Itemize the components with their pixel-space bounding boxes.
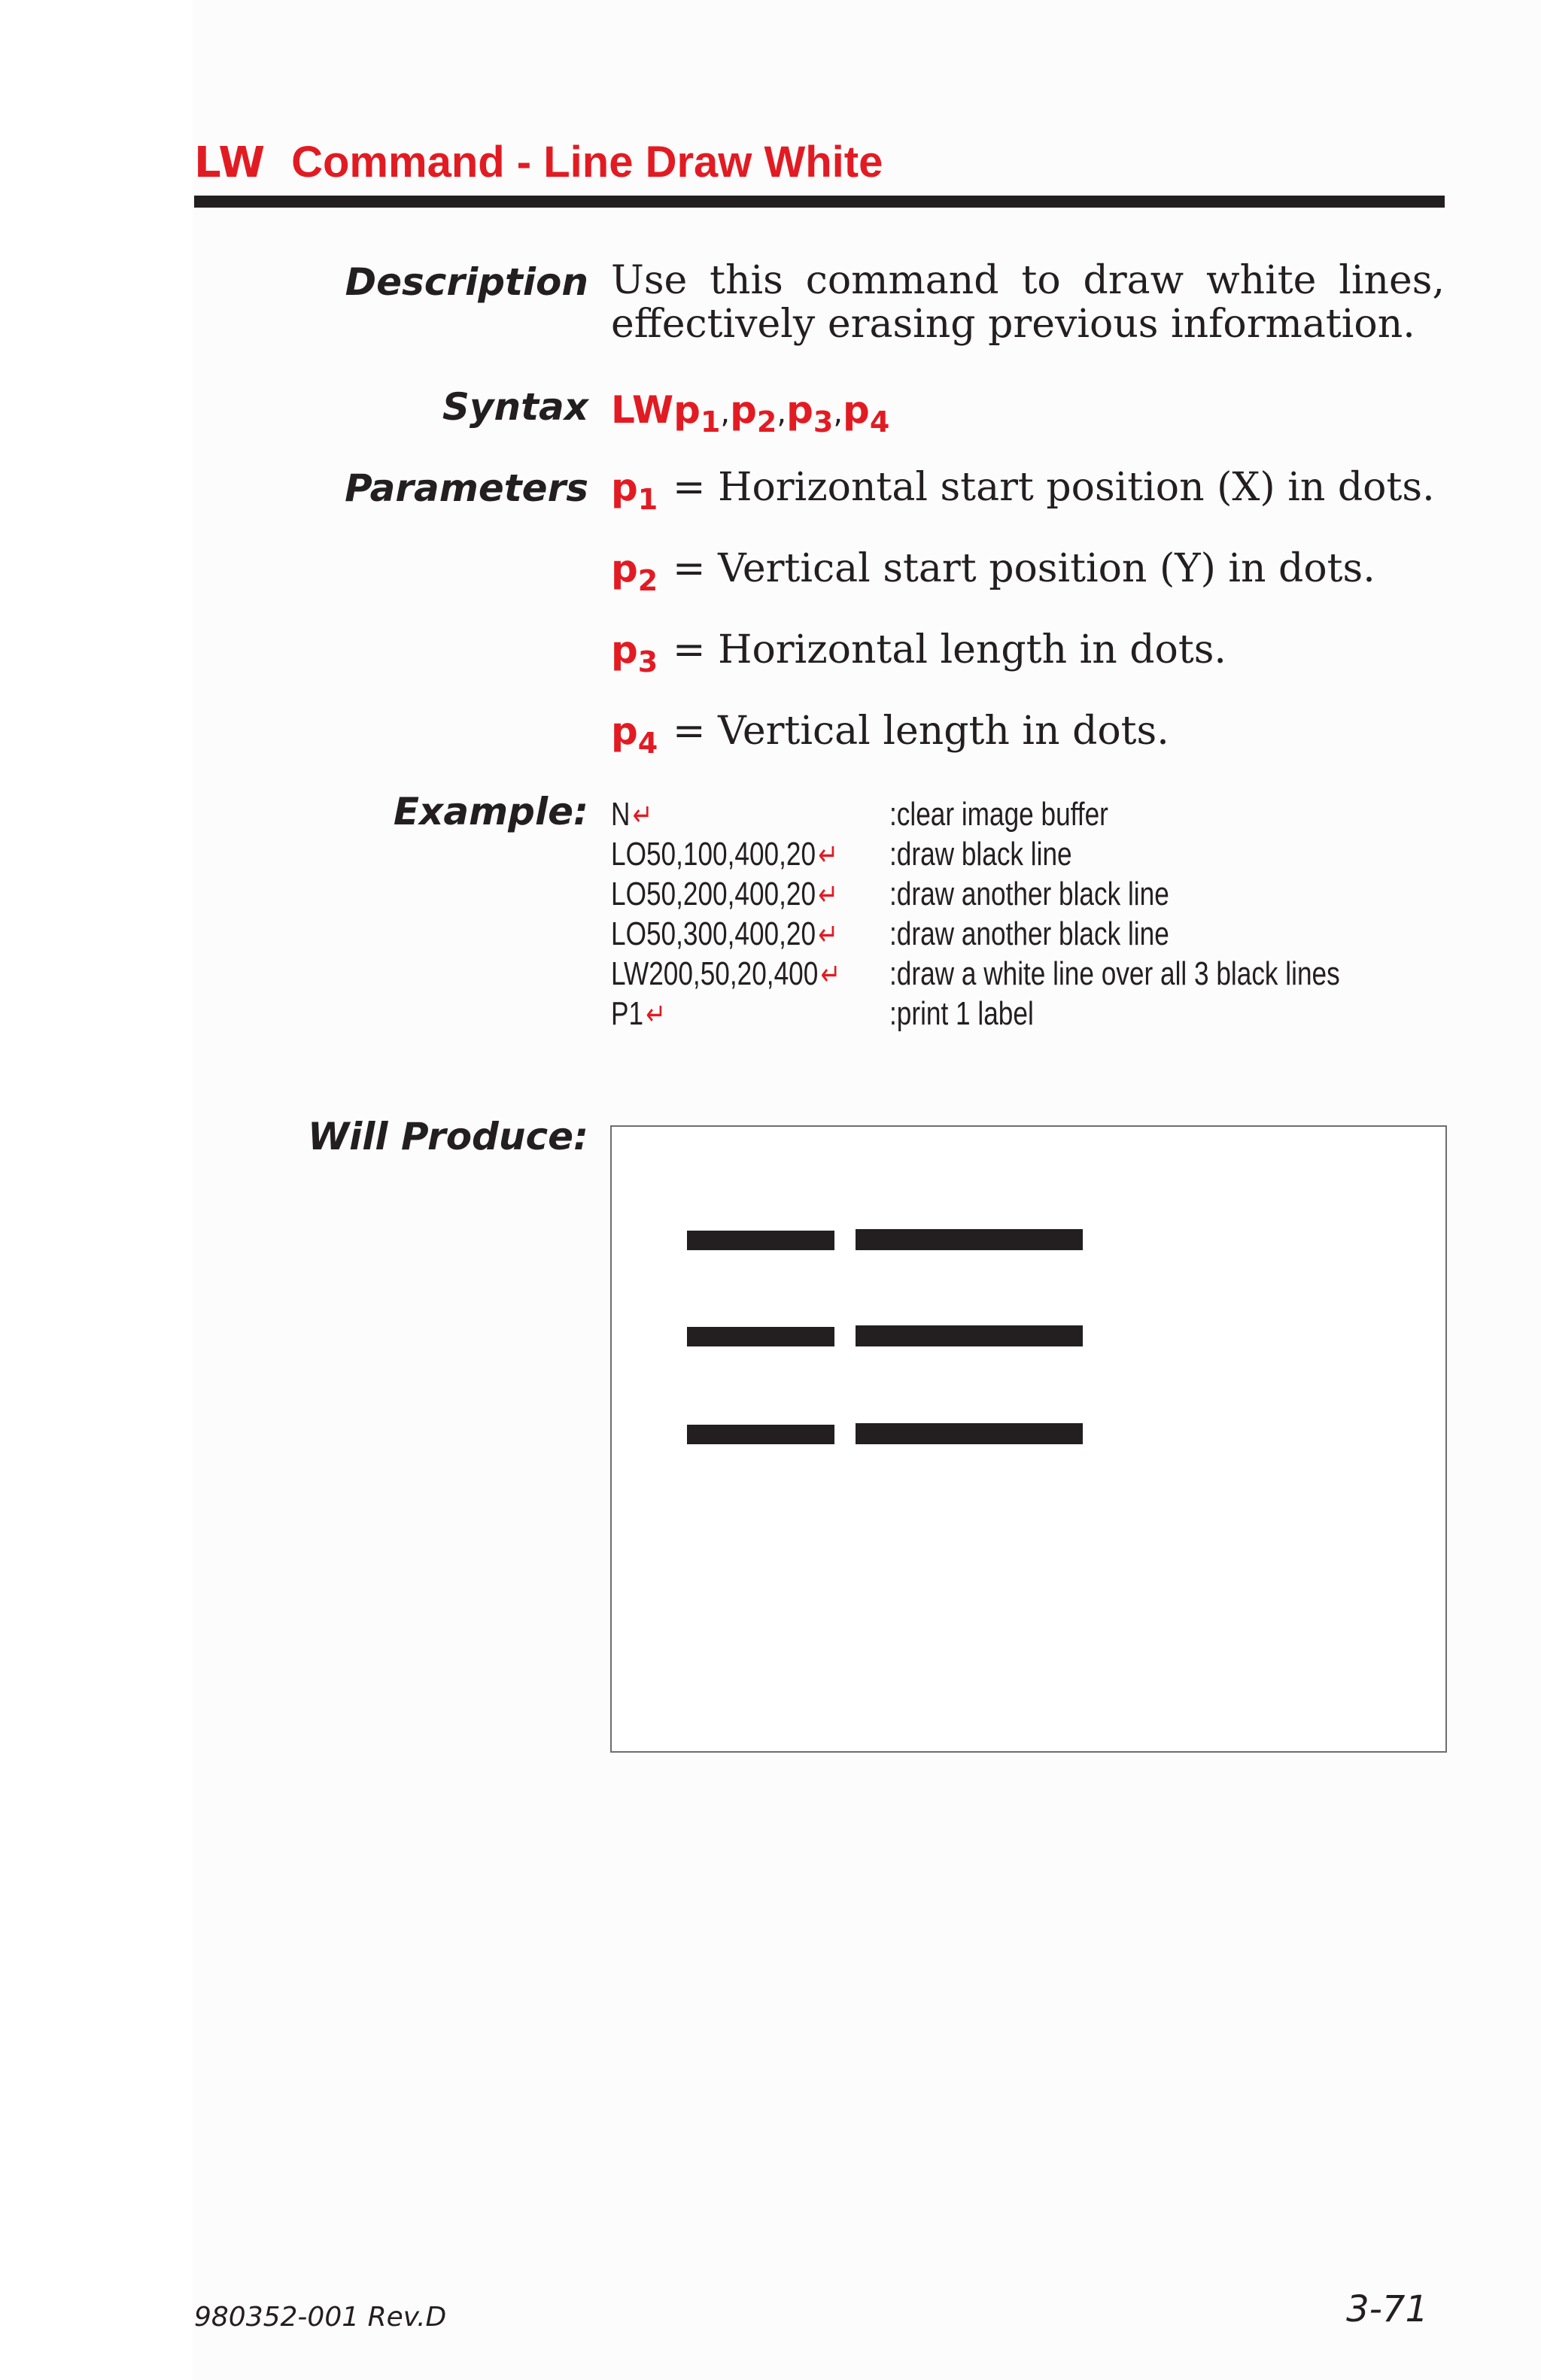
syntax-separator: , bbox=[777, 396, 787, 430]
return-icon: ↵ bbox=[818, 879, 839, 912]
example-comment: :draw another black line bbox=[889, 876, 1169, 912]
return-icon: ↵ bbox=[818, 839, 839, 872]
parameter-description: = Vertical start position (Y) in dots. bbox=[673, 546, 1375, 591]
black-line-segment bbox=[687, 1231, 834, 1250]
example-comment: :draw another black line bbox=[889, 915, 1169, 952]
return-icon: ↵ bbox=[818, 918, 839, 952]
example-command: N↵ bbox=[611, 796, 653, 833]
parameter-description: = Horizontal start position (X) in dots. bbox=[673, 465, 1435, 510]
return-icon: ↵ bbox=[632, 799, 653, 832]
syntax-param-letter: p bbox=[730, 388, 757, 432]
document-number: 980352-001 Rev.D bbox=[194, 2302, 447, 2333]
syntax-param-index: 4 bbox=[869, 405, 890, 439]
return-icon: ↵ bbox=[646, 998, 667, 1031]
black-line-segment bbox=[856, 1229, 1083, 1250]
syntax-param-index: 2 bbox=[756, 405, 777, 439]
parameter-row bbox=[611, 627, 1226, 678]
syntax-param-letter: p bbox=[673, 388, 701, 432]
syntax-param-index: 3 bbox=[813, 405, 834, 439]
syntax-param-letter: p bbox=[843, 388, 870, 432]
page-header bbox=[194, 137, 883, 187]
parameters-label: Parameters bbox=[345, 466, 588, 510]
example-comment: :print 1 label bbox=[889, 995, 1034, 1032]
syntax-label: Syntax bbox=[442, 385, 588, 429]
black-line-segment bbox=[856, 1325, 1083, 1346]
parameter-name: $p_2$ bbox=[611, 547, 658, 597]
syntax-line bbox=[611, 388, 889, 439]
example-comment: :draw a white line over all 3 black lines bbox=[889, 955, 1340, 992]
black-line-segment bbox=[687, 1327, 834, 1346]
command-code: LW bbox=[194, 138, 266, 187]
return-icon: ↵ bbox=[820, 958, 841, 991]
example-command: LO50,300,400,20↵ bbox=[611, 915, 839, 952]
black-line-segment bbox=[856, 1423, 1083, 1444]
black-line-segment bbox=[687, 1425, 834, 1444]
syntax-param-index: 1 bbox=[700, 405, 721, 439]
parameter-name: $p_4$ bbox=[611, 709, 658, 760]
example-command: P1↵ bbox=[611, 995, 667, 1032]
example-comment: :draw black line bbox=[889, 836, 1072, 873]
example-command: LW200,50,20,400↵ bbox=[611, 955, 841, 992]
example-command: LO50,200,400,20↵ bbox=[611, 876, 839, 912]
parameter-row bbox=[611, 546, 1375, 597]
example-comment: :clear image buffer bbox=[889, 796, 1108, 833]
output-preview bbox=[610, 1125, 1447, 1753]
parameter-name: $p_1$ bbox=[611, 466, 658, 516]
page-title: Command - Line Draw White bbox=[291, 138, 883, 187]
example-command: LO50,100,400,20↵ bbox=[611, 836, 839, 873]
header-rule bbox=[194, 196, 1445, 208]
parameter-row bbox=[611, 465, 1435, 516]
parameter-row bbox=[611, 709, 1169, 760]
syntax-separator: , bbox=[833, 396, 843, 430]
will-produce-label: Will Produce: bbox=[307, 1115, 588, 1158]
description-text: Use this command to draw white lines, effectively erasing previous information. bbox=[611, 258, 1445, 347]
parameter-description: = Vertical length in dots. bbox=[673, 709, 1169, 754]
syntax-separator: , bbox=[720, 396, 731, 430]
parameter-name: $p_3$ bbox=[611, 628, 658, 678]
example-label: Example: bbox=[393, 790, 588, 833]
syntax-param-letter: p bbox=[786, 388, 813, 432]
page-number: 3-71 bbox=[1346, 2288, 1428, 2330]
parameter-description: = Horizontal length in dots. bbox=[673, 627, 1226, 672]
description-label: Description bbox=[345, 260, 588, 304]
syntax-command: LW bbox=[611, 388, 674, 432]
